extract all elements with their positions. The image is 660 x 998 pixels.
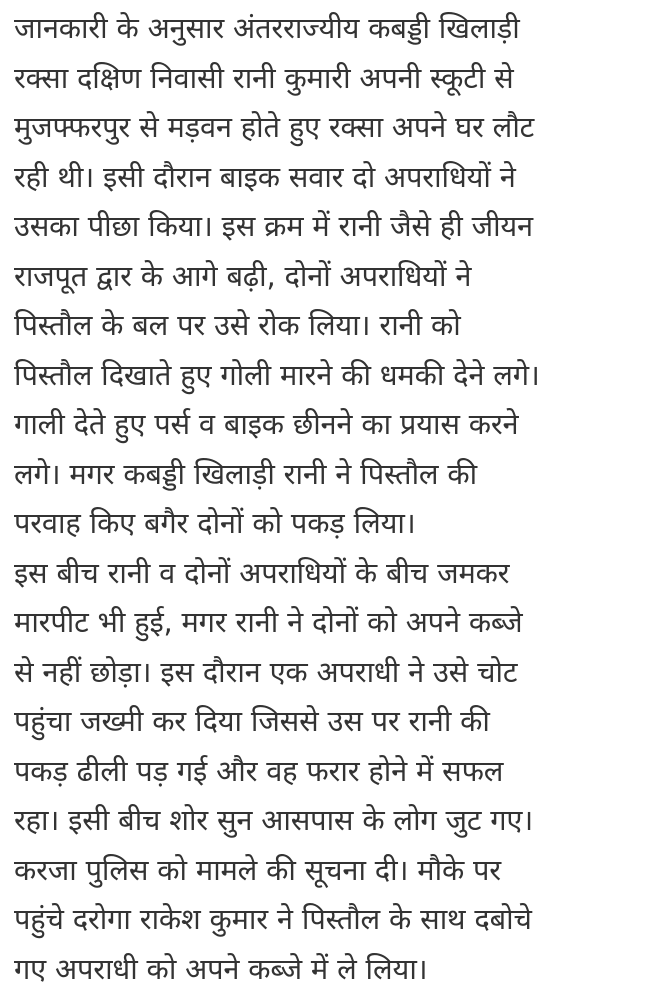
text-line: मारपीट भी हुई, मगर रानी ने दोनों को अपने कब्जे — [14, 605, 523, 639]
text-line: पिस्तौल के बल पर उसे रोक लिया। रानी को — [14, 308, 461, 342]
text-line: लगे। मगर कबड्डी खिलाड़ी रानी ने पिस्तौल की — [14, 456, 477, 491]
text-line: जानकारी के अनुसार अंतरराज्यीय कबड्डी खिलाड़ी — [14, 11, 520, 45]
text-line: पहुंचे दरोगा राकेश कुमार ने पिस्तौल के साथ दबोचे — [14, 902, 532, 936]
text-line: परवाह किए बगैर दोनों को पकड़ लिया। — [14, 506, 416, 540]
text-line: उसका पीछा किया। इस क्रम में रानी जैसे ही जीयन — [14, 209, 533, 243]
text-line: पकड़ ढीली पड़ गई और वह फरार होने में सफल — [14, 753, 504, 788]
text-line: पहुंचा जख्मी कर दिया जिससे उस पर रानी की — [14, 704, 490, 738]
text-line: से नहीं छोड़ा। इस दौरान एक अपराधी ने उसे चोट — [14, 654, 518, 689]
text-line: गए अपराधी को अपने कब्जे में ले लिया। — [14, 951, 428, 986]
text-line: रहा। इसी बीच शोर सुन आसपास के लोग जुट गए। — [14, 803, 534, 837]
text-line: राजपूत द्वार के आगे बढ़ी, दोनों अपराधियों ने — [14, 258, 472, 293]
text-line: रही थी। इसी दौरान बाइक सवार दो अपराधियों ने — [14, 159, 516, 194]
text-line: गाली देते हुए पर्स व बाइक छीनने का प्रयास करने — [14, 407, 519, 441]
text-line: इस बीच रानी व दोनों अपराधियों के बीच जमकर — [14, 555, 510, 590]
text-line: पिस्तौल दिखाते हुए गोली मारने की धमकी देने लगे। — [14, 357, 540, 392]
text-line: मुजफ्फरपुर से मड़वन होते हुए रक्सा अपने घर लौट — [14, 110, 535, 144]
text-line: रक्सा दक्षिण निवासी रानी कुमारी अपनी स्कूटी से — [14, 60, 514, 95]
text-line: करजा पुलिस को मामले की सूचना दी। मौके पर — [14, 852, 501, 887]
